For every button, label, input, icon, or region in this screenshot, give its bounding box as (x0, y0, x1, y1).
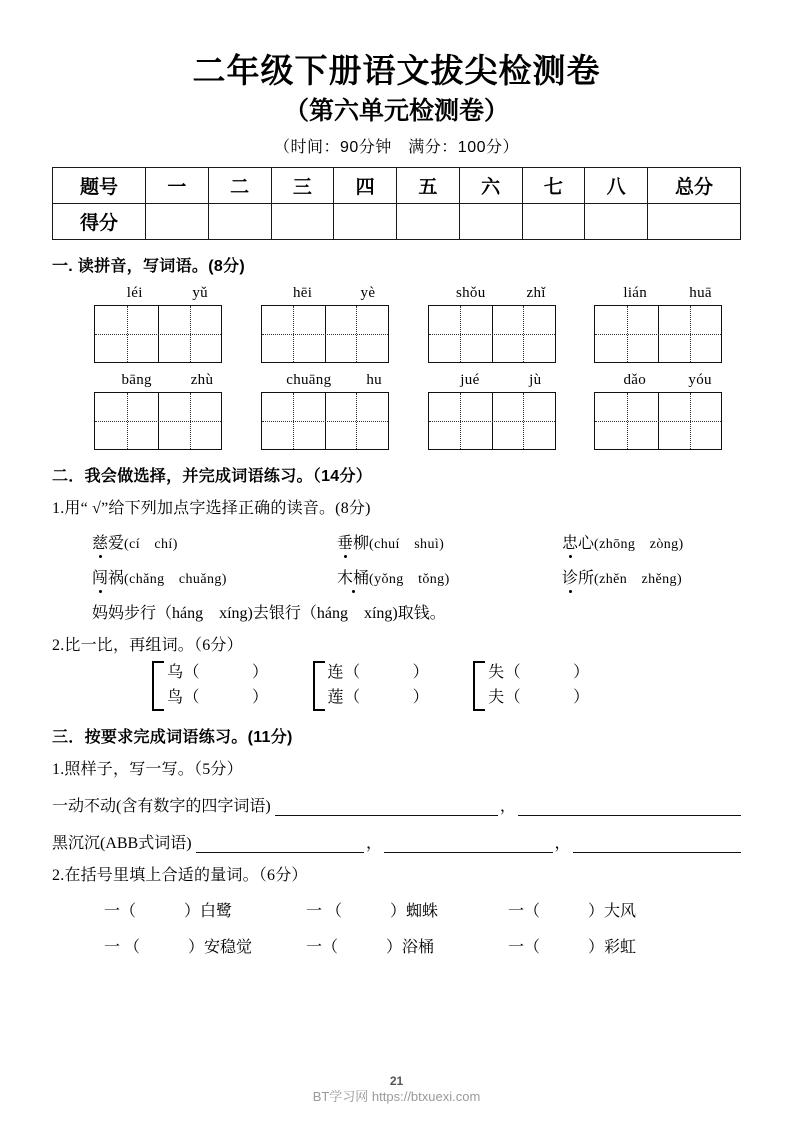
pinyin-syllable-1: dǎo (623, 372, 646, 389)
compare-char: 夫 (488, 689, 505, 707)
dotted-character: 诊 (562, 565, 578, 588)
compare-lines (328, 661, 430, 711)
measure-word-item[interactable]: 一 （ ）蜘蛛 (306, 903, 439, 921)
choice-item[interactable] (562, 565, 682, 588)
compare-group (152, 661, 269, 711)
choice-word-rest: 爱 (108, 535, 125, 553)
grid-dotted-line (95, 421, 221, 422)
score-table (52, 167, 741, 240)
compare-word-row (52, 661, 741, 711)
compare-line-top[interactable] (167, 661, 269, 686)
tianzige-box[interactable] (428, 305, 556, 363)
measure-word-item[interactable]: 一 （ ）安稳觉 (104, 939, 253, 957)
pinyin-options[interactable]: (zhěn zhěng) (594, 572, 683, 588)
tianzige-box[interactable] (261, 392, 389, 450)
dotted-character: 垂 (337, 530, 353, 553)
pinyin-syllable-2: yǔ (192, 285, 208, 302)
paren-open: （ (183, 689, 201, 707)
compare-line-bottom[interactable] (488, 686, 590, 711)
pinyin-grid-item (594, 372, 741, 450)
paren-close: ） (252, 689, 269, 707)
choice-item[interactable] (92, 565, 337, 588)
dotted-character: 忠 (562, 530, 578, 553)
measure-word-row-2 (52, 934, 741, 957)
pinyin-options[interactable]: (yǒng tǒng) (369, 572, 450, 588)
choice-word-rest: 柳 (353, 535, 370, 553)
pinyin-options[interactable]: (chǎng chuǎng) (124, 572, 227, 588)
write-example-row-1 (52, 793, 741, 816)
paren-close: ） (573, 689, 590, 707)
paren-open: （ (344, 664, 361, 682)
answer-blank-line[interactable] (275, 798, 498, 816)
score-cell-5[interactable] (397, 204, 460, 240)
pinyin-syllable-1: hēi (292, 285, 313, 302)
dotted-character: 木桶 (337, 565, 369, 588)
table-row-question-numbers (53, 168, 741, 204)
pinyin-syllable-1: bāng (121, 372, 152, 389)
tianzige-box[interactable] (594, 305, 722, 363)
pinyin-grid-item (261, 285, 408, 363)
pinyin-syllable-2: hu (366, 372, 382, 389)
paren-close: ） (412, 664, 430, 682)
tianzige-box[interactable] (94, 305, 222, 363)
separator-comma: ， (554, 835, 571, 853)
grid-dotted-line (262, 334, 388, 335)
section-3-sub2-heading: 2.在括号里填上合适的量词。（6分） (52, 867, 308, 885)
compare-char: 鸟 (167, 689, 184, 707)
section-2-sub2-heading: 2.比一比，再组词。（6分） (52, 637, 243, 655)
compare-char: 失 (488, 664, 505, 682)
score-cell-6[interactable] (459, 204, 522, 240)
grid-dotted-line (429, 334, 555, 335)
dotted-character: 闯 (92, 565, 108, 588)
pinyin-syllable-2: zhù (190, 372, 214, 389)
choice-item[interactable] (92, 530, 337, 553)
tianzige-box[interactable] (594, 392, 722, 450)
brace-icon (473, 661, 485, 711)
score-cell-3[interactable] (271, 204, 334, 240)
watermark-footer: BT学习网 https://btxuexi.com (312, 1089, 481, 1104)
pinyin-syllable-1: chuāng (286, 372, 332, 389)
measure-word-item[interactable]: 一（ ）白鹭 (104, 903, 233, 921)
choice-row-1 (52, 530, 741, 553)
answer-blank-line[interactable] (573, 835, 741, 853)
pinyin-text (594, 285, 741, 305)
compare-line-bottom[interactable] (167, 686, 269, 711)
pinyin-text (428, 372, 575, 392)
pinyin-syllable-2: huā (689, 285, 712, 302)
pinyin-syllable-1: jué (460, 372, 480, 389)
section-2-sub1-heading: 1.用“ √”给下列加点字选择正确的读音。(8分) (52, 500, 371, 518)
pinyin-text (261, 285, 408, 305)
score-table-col-5: 五 (397, 168, 460, 204)
score-table-col-total: 总分 (648, 168, 741, 204)
pinyin-syllable-2: yóu (688, 372, 712, 389)
example-label: 一动不动(含有数字的四字词语) (52, 798, 271, 816)
score-cell-2[interactable] (208, 204, 271, 240)
score-cell-4[interactable] (334, 204, 397, 240)
score-table-col-1: 一 (146, 168, 209, 204)
tianzige-box[interactable] (261, 305, 389, 363)
brace-icon (152, 661, 164, 711)
tianzige-box[interactable] (94, 392, 222, 450)
grid-dotted-line (595, 334, 721, 335)
page-number: 21 (389, 1074, 404, 1088)
compare-line-top[interactable] (488, 661, 590, 686)
write-example-row-2 (52, 830, 741, 853)
separator-comma: ， (499, 798, 516, 816)
pinyin-grid-item (94, 285, 241, 363)
score-table-col-4: 四 (334, 168, 397, 204)
pinyin-text (94, 285, 241, 305)
pinyin-options[interactable]: (cí chí) (124, 537, 178, 553)
answer-blank-line[interactable] (518, 798, 741, 816)
paren-close: ） (412, 689, 430, 707)
paren-open: （ (183, 664, 201, 682)
grid-dotted-line (429, 421, 555, 422)
pinyin-grid-row-1 (52, 285, 741, 363)
score-cell-1[interactable] (146, 204, 209, 240)
pinyin-syllable-2: jù (529, 372, 542, 389)
answer-blank-line[interactable] (196, 835, 364, 853)
score-table-row-label: 题号 (53, 168, 146, 204)
score-table-col-6: 六 (459, 168, 522, 204)
score-cell-total[interactable] (648, 204, 741, 240)
choice-item[interactable] (337, 565, 562, 588)
pinyin-grid-item (594, 285, 741, 363)
pinyin-syllable-2: zhǐ (526, 285, 546, 302)
section-2-heading: 二．我会做选择，并完成词语练习。（14分） (52, 468, 373, 486)
pinyin-options[interactable]: (zhōng zòng) (594, 537, 684, 553)
tianzige-box[interactable] (428, 392, 556, 450)
choice-sentence[interactable]: 妈妈步行（háng xíng)去银行（háng xíng)取钱。 (92, 605, 446, 623)
choice-row-2 (52, 565, 741, 588)
score-table-col-8: 八 (585, 168, 648, 204)
section-1-heading: 一. 读拼音，写词语。(8分) (52, 258, 245, 276)
paren-close: ） (573, 664, 590, 682)
choice-word-rest: 所 (578, 570, 595, 588)
pinyin-text (94, 372, 241, 392)
score-table-col-2: 二 (208, 168, 271, 204)
page-subtitle: （第六单元检测卷） (283, 96, 509, 125)
example-label: 黑沉沉(ABB式词语) (52, 835, 192, 853)
pinyin-syllable-1: léi (126, 285, 143, 302)
choice-item[interactable] (337, 530, 562, 553)
measure-word-item[interactable]: 一（ ）大风 (508, 903, 637, 921)
pinyin-syllable-1: shǒu (455, 285, 486, 302)
pinyin-syllable-1: lián (623, 285, 648, 302)
compare-lines (167, 661, 269, 711)
compare-line-top[interactable] (328, 661, 430, 686)
compare-group (473, 661, 590, 711)
grid-dotted-line (262, 421, 388, 422)
choice-word-rest: 心 (578, 535, 595, 553)
score-cell-7[interactable] (522, 204, 585, 240)
pinyin-text (261, 372, 408, 392)
pinyin-grid-item (428, 285, 575, 363)
choice-item[interactable] (562, 530, 684, 553)
compare-char: 莲 (327, 689, 345, 707)
dotted-character: 慈 (92, 530, 108, 553)
section-3-heading: 三．按要求完成词语练习。(11分) (52, 729, 293, 747)
score-table-col-7: 七 (522, 168, 585, 204)
exam-info: （时间：90分钟 满分：100分） (274, 139, 519, 157)
pinyin-text (594, 372, 741, 392)
table-row-scores (53, 204, 741, 240)
measure-word-item[interactable]: 一（ ）彩虹 (508, 939, 637, 957)
measure-word-row-1 (52, 898, 741, 921)
compare-group (313, 661, 430, 711)
brace-icon (313, 661, 325, 711)
measure-word-item[interactable]: 一（ ）浴桶 (306, 939, 435, 957)
pinyin-grid-row-2 (52, 372, 741, 450)
grid-dotted-line (95, 334, 221, 335)
paren-open: （ (504, 689, 522, 707)
pinyin-grid-item (94, 372, 241, 450)
page-title: 二年级下册语文拔尖检测卷 (192, 52, 601, 89)
paren-close: ） (252, 664, 269, 682)
compare-char: 乌 (167, 664, 184, 682)
pinyin-text (428, 285, 575, 305)
separator-comma: ， (366, 835, 383, 853)
paren-open: （ (344, 689, 361, 707)
pinyin-grid-item (261, 372, 408, 450)
score-table-row-label-score: 得分 (53, 204, 146, 240)
pinyin-syllable-2: yè (360, 285, 376, 302)
section-3-sub1-heading: 1.照样子，写一写。（5分） (52, 761, 243, 779)
pinyin-grid-item (428, 372, 575, 450)
grid-dotted-line (595, 421, 721, 422)
score-table-col-3: 三 (271, 168, 334, 204)
score-cell-8[interactable] (585, 204, 648, 240)
choice-word-rest: 祸 (108, 570, 125, 588)
compare-char: 连 (327, 664, 345, 682)
compare-line-bottom[interactable] (328, 686, 430, 711)
answer-blank-line[interactable] (384, 835, 552, 853)
paren-open: （ (504, 664, 522, 682)
compare-lines (488, 661, 590, 711)
pinyin-options[interactable]: (chuí shuì) (369, 537, 445, 553)
